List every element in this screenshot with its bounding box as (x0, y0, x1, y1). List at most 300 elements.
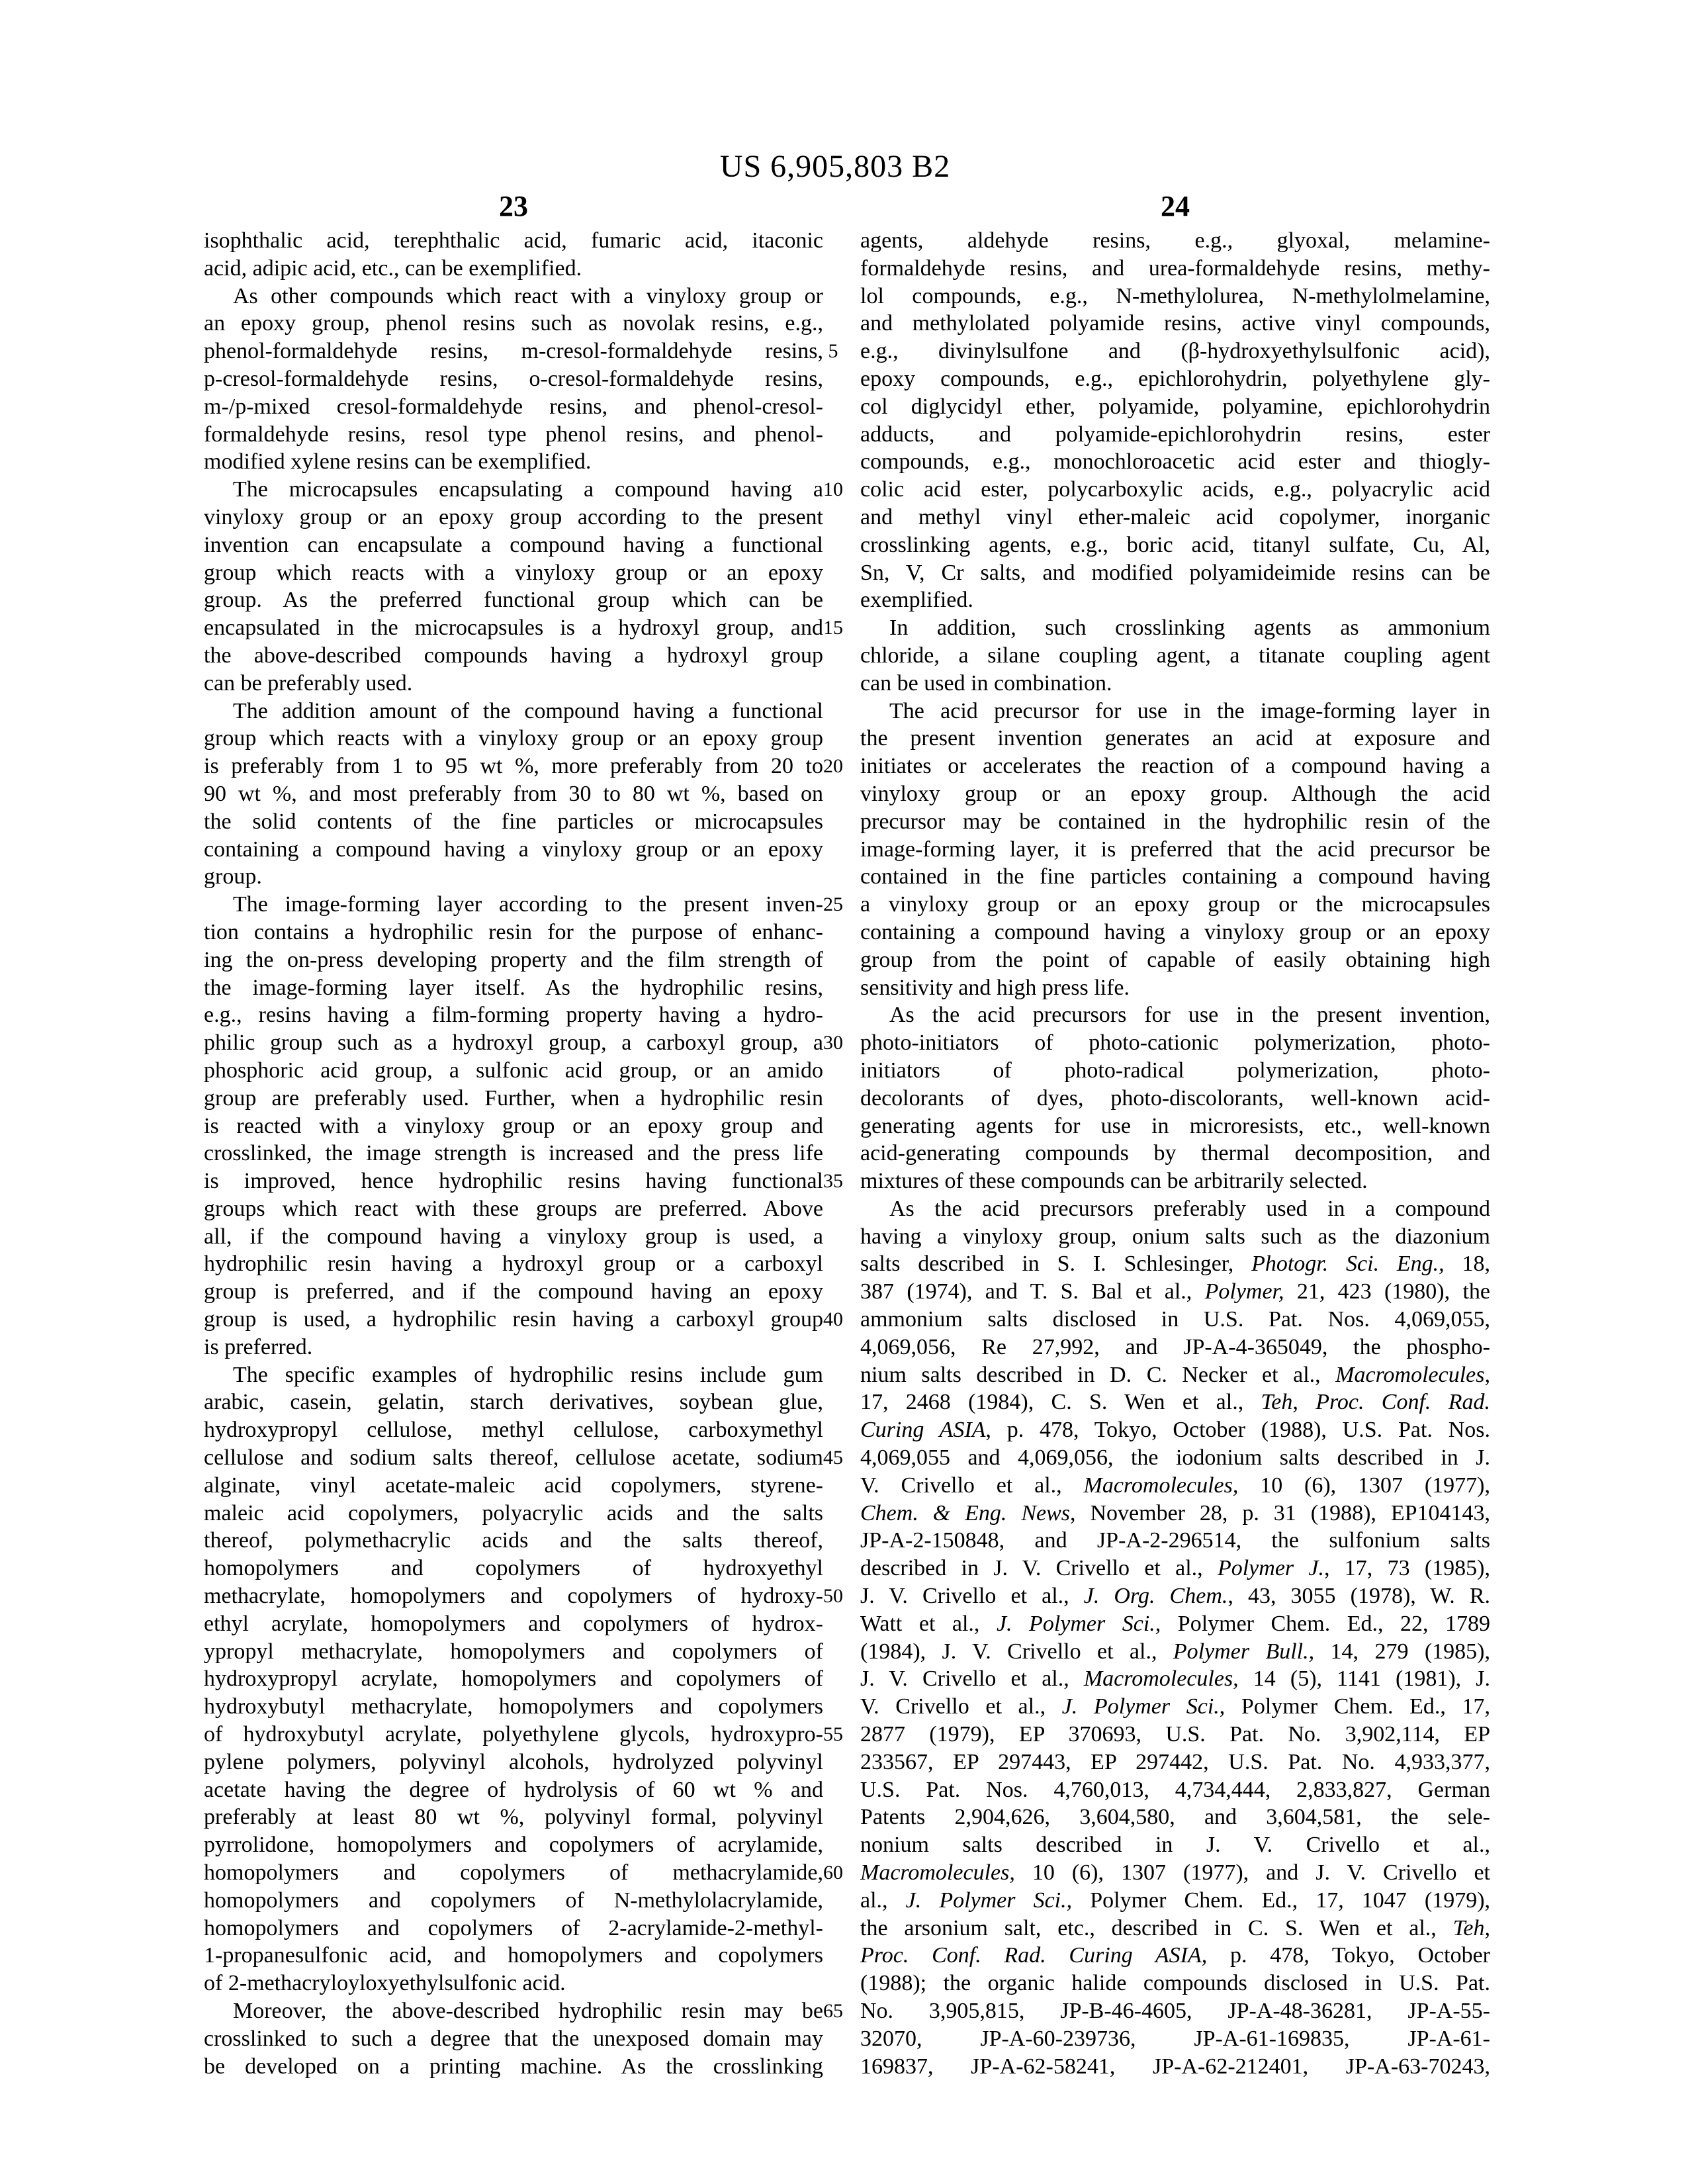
text-line (860, 1693, 1490, 1721)
text-segment: U.S. Pat. Nos. 4,760,013, 4,734,444, 2,833,827, German (860, 1777, 1490, 1802)
citation-italic: Polymer Bull., (1173, 1639, 1315, 1664)
text-line (204, 2053, 823, 2081)
text-line (204, 1721, 823, 1749)
text-segment: hydrophilic resin having a hydroxyl group or a carboxyl (204, 1251, 823, 1277)
text-line (204, 310, 823, 338)
text-segment: can be used in combination. (860, 670, 1112, 696)
text-line (204, 725, 823, 752)
text-line (204, 1500, 823, 1527)
text-segment: arabic, casein, gelatin, starch derivatives, soybean glue, (204, 1390, 823, 1415)
text-segment: epoxy compounds, e.g., epichlorohydrin, polyethylene gly- (860, 366, 1490, 391)
text-line (860, 338, 1490, 365)
text-segment: described in J. V. Crivello et al., (860, 1556, 1218, 1581)
text-segment: nonium salts described in J. V. Crivello et al., (860, 1833, 1490, 1858)
text-segment: 32070, JP-A-60-239736, JP-A-61-169835, JP-A-61- (860, 2026, 1490, 2051)
text-segment: acid, adipic acid, etc., can be exemplified. (204, 255, 582, 281)
text-line (860, 1001, 1490, 1029)
text-line (204, 504, 823, 531)
text-line (204, 1555, 823, 1582)
text-line (860, 1278, 1490, 1306)
text-segment: vinyloxy group or an epoxy group according to the present (204, 504, 823, 529)
text-segment: 1-propanesulfonic acid, and homopolymers and copolymers (204, 1943, 823, 1968)
text-line (860, 1582, 1490, 1610)
text-line (204, 1113, 823, 1140)
text-line (860, 974, 1490, 1002)
line-number: 20 (823, 755, 843, 778)
text-line (860, 1416, 1490, 1444)
text-segment: containing a compound having a vinyloxy group or an epoxy (860, 919, 1490, 944)
text-line (860, 1997, 1490, 2025)
text-segment: No. 3,905,815, JP-B-46-4605, JP-A-48-36281, JP-A-55- (860, 1999, 1490, 2023)
text-segment: 14 (5), 1141 (1981), J. (1238, 1666, 1490, 1692)
text-line (860, 227, 1490, 255)
text-line (860, 1555, 1490, 1582)
column-number-right: 24 (1161, 190, 1190, 222)
text-segment: phosphoric acid group, a sulfonic acid group, or an amido (204, 1058, 823, 1083)
text-segment: compounds, e.g., monochloroacetic acid ester and thiogly- (860, 449, 1490, 475)
text-line (204, 1582, 823, 1610)
text-segment: V. Crivello et al., (860, 1473, 1084, 1498)
text-segment: p-cresol-formaldehyde resins, o-cresol-formaldehyde resins, (204, 366, 823, 391)
text-line (860, 1942, 1490, 1970)
text-line (204, 1887, 823, 1915)
text-line (860, 863, 1490, 891)
text-line (204, 448, 823, 476)
text-segment: and methylolated polyamide resins, active vinyl compounds, (860, 311, 1490, 336)
text-segment: , p. 478, Tokyo, October (1988), U.S. Pat. Nos. (985, 1418, 1490, 1443)
text-line (860, 1223, 1490, 1251)
text-line (204, 476, 823, 504)
text-segment: crosslinking agents, e.g., boric acid, titanyl sulfate, Cu, Al, (860, 532, 1490, 557)
text-line (860, 559, 1490, 587)
text-segment: homopolymers and copolymers of hydroxyethyl (204, 1556, 823, 1581)
text-line (860, 919, 1490, 946)
text-line (204, 1278, 823, 1306)
citation-italic: Macromolecules, (860, 1860, 1015, 1886)
text-line (204, 863, 823, 891)
text-segment: contained in the fine particles containing a compound having (860, 864, 1490, 889)
text-line (204, 1334, 823, 1361)
citation-italic: Macromolecules, (1083, 1473, 1239, 1498)
text-segment: e.g., divinylsulfone and (β-hydroxyethylsulfonic acid), (860, 339, 1490, 364)
text-segment: ypropyl methacrylate, homopolymers and copolymers of (204, 1639, 823, 1664)
text-segment: of hydroxybutyl acrylate, polyethylene glycols, hydroxypro- (204, 1722, 823, 1747)
text-segment: crosslinked to such a degree that the unexposed domain may (204, 2026, 823, 2051)
text-line (860, 1749, 1490, 1776)
text-line (204, 891, 823, 919)
text-segment: agents, aldehyde resins, e.g., glyoxal, melamine- (860, 228, 1490, 253)
text-line (204, 338, 823, 365)
text-line (860, 780, 1490, 808)
text-line (860, 1970, 1490, 1997)
text-line (204, 836, 823, 864)
text-line (204, 1444, 823, 1472)
text-segment: the solid contents of the fine particles or microcapsules (204, 809, 823, 834)
line-number: 15 (823, 617, 843, 639)
text-segment: tion contains a hydrophilic resin for the purpose of enhanc- (204, 919, 823, 944)
text-segment: acetate having the degree of hydrolysis of 60 wt % and (204, 1777, 823, 1802)
text-line (204, 1831, 823, 1859)
text-line (860, 365, 1490, 393)
text-line (860, 2025, 1490, 2053)
text-segment: of 2-methacryloyloxyethylsulfonic acid. (204, 1971, 566, 1996)
text-line (860, 725, 1490, 752)
text-line (204, 1361, 823, 1389)
text-line (204, 1638, 823, 1666)
text-line (860, 1140, 1490, 1167)
text-segment: group which reacts with a vinyloxy group or an epoxy group (204, 726, 823, 751)
line-number: 55 (823, 1723, 843, 1746)
text-line (204, 1057, 823, 1085)
text-line (860, 698, 1490, 725)
citation-italic: Macromolecules, (1335, 1362, 1490, 1387)
text-line (204, 2025, 823, 2053)
line-number: 60 (823, 1862, 843, 1884)
text-segment: is reacted with a vinyloxy group or an epoxy group and (204, 1113, 823, 1138)
text-line (204, 1997, 823, 2025)
text-segment: acid-generating compounds by thermal decomposition, and (860, 1141, 1490, 1166)
text-line (204, 1803, 823, 1831)
text-line (204, 393, 823, 421)
text-line (204, 1665, 823, 1693)
line-number: 25 (823, 893, 843, 916)
text-line (204, 227, 823, 255)
text-segment: lol compounds, e.g., N-methylolurea, N-methylolmelamine, (860, 283, 1490, 308)
text-segment: homopolymers and copolymers of 2-acrylamide-2-methyl- (204, 1915, 823, 1940)
text-line (860, 448, 1490, 476)
text-segment: and methyl vinyl ether-maleic acid copolymer, inorganic (860, 504, 1490, 529)
line-number: 35 (823, 1170, 843, 1193)
citation-italic: J. Org. Chem. (1083, 1584, 1228, 1609)
text-segment: the image-forming layer itself. As the hydrophilic resins, (204, 975, 823, 1000)
line-number: 40 (823, 1308, 843, 1331)
text-segment: photo-initiators of photo-cationic polymerization, photo- (860, 1030, 1490, 1056)
text-line (860, 393, 1490, 421)
text-segment: 18, (1444, 1251, 1490, 1277)
text-segment: The image-forming layer according to the present inven- (233, 892, 823, 917)
citation-italic: Chem. & Eng. News (860, 1500, 1071, 1525)
text-segment: J. V. Crivello et al., (860, 1666, 1084, 1692)
text-segment: , Polymer Chem. Ed., 17, (1219, 1694, 1490, 1719)
text-segment: 10 (6), 1307 (1977), (1238, 1473, 1490, 1498)
text-line (204, 559, 823, 587)
text-segment: decolorants of dyes, photo-discolorants, well-known acid- (860, 1085, 1490, 1111)
citation-italic: J. Polymer Sci. (1061, 1694, 1220, 1719)
text-line (204, 946, 823, 974)
text-line (860, 504, 1490, 531)
text-line (860, 1831, 1490, 1859)
text-segment: J. V. Crivello et al., (860, 1584, 1084, 1609)
citation-italic: Macromolecules, (1083, 1666, 1239, 1692)
text-segment: alginate, vinyl acetate-maleic acid copolymers, styrene- (204, 1473, 823, 1498)
text-line (860, 476, 1490, 504)
citation-italic: Teh, Proc. Conf. Rad. (1261, 1390, 1490, 1415)
text-segment: 169837, JP-A-62-58241, JP-A-62-212401, JP-A-63-70243, (860, 2054, 1490, 2079)
text-line (860, 1500, 1490, 1527)
text-line (860, 836, 1490, 864)
text-segment: thereof, polymethacrylic acids and the salts thereof, (204, 1528, 823, 1553)
text-segment: preferably at least 80 wt %, polyvinyl formal, polyvinyl (204, 1805, 823, 1830)
text-segment: generating agents for use in microresists, etc., well-known (860, 1113, 1490, 1138)
text-segment: (1984), J. V. Crivello et al., (860, 1639, 1173, 1664)
text-line (860, 2053, 1490, 2081)
text-segment: exemplified. (860, 588, 973, 613)
text-segment: The acid precursor for use in the image-forming layer in (889, 698, 1490, 723)
text-line (860, 1388, 1490, 1416)
text-segment: hydroxypropyl cellulose, methyl cellulose, carboxymethyl (204, 1418, 823, 1443)
line-number: 50 (823, 1585, 843, 1608)
text-segment: the arsonium salt, etc., described in C. S. Wen et al., (860, 1915, 1453, 1940)
text-segment: group from the point of capable of easily obtaining high (860, 947, 1490, 972)
text-line (204, 1942, 823, 1970)
text-line (204, 1085, 823, 1113)
line-number: 5 (828, 340, 838, 363)
text-line (860, 1057, 1490, 1085)
text-segment: group is preferred, and if the compound having an epoxy (204, 1279, 823, 1304)
text-segment: ammonium salts disclosed in U.S. Pat. Nos. 4,069,055, (860, 1307, 1490, 1332)
text-line (204, 642, 823, 670)
text-line (204, 1693, 823, 1721)
citation-italic: Curing ASIA (860, 1418, 986, 1443)
text-line (204, 421, 823, 449)
text-segment: mixtures of these compounds can be arbitrarily selected. (860, 1169, 1368, 1194)
text-segment: pyrrolidone, homopolymers and copolymers of acrylamide, (204, 1833, 823, 1858)
text-line (204, 1472, 823, 1500)
text-line (204, 283, 823, 310)
text-line (204, 670, 823, 698)
text-line (204, 1915, 823, 1942)
text-line (860, 1665, 1490, 1693)
text-line (204, 919, 823, 946)
text-segment: vinyloxy group or an epoxy group. Although the acid (860, 781, 1490, 806)
text-line (860, 1859, 1490, 1887)
citation-italic: Polymer J. (1217, 1556, 1325, 1581)
text-line (204, 1610, 823, 1638)
text-line (860, 1915, 1490, 1942)
text-segment: crosslinked, the image strength is increased and the press life (204, 1141, 823, 1166)
text-segment: adducts, and polyamide-epichlorohydrin resins, ester (860, 422, 1490, 447)
text-segment: modified xylene resins can be exemplified. (204, 449, 592, 475)
text-segment: group are preferably used. Further, when a hydrophilic resin (204, 1085, 823, 1111)
text-line (860, 642, 1490, 670)
text-segment: The microcapsules encapsulating a compound having a (233, 477, 823, 502)
text-line (204, 1029, 823, 1057)
text-segment: Sn, V, Cr salts, and modified polyamideimide resins can be (860, 560, 1490, 585)
text-line (204, 1388, 823, 1416)
text-segment: The addition amount of the compound having a functional (233, 698, 823, 723)
text-segment: 4,069,055 and 4,069,056, the iodonium salts described in J. (860, 1445, 1490, 1471)
text-segment: invention can encapsulate a compound having a functional (204, 532, 823, 557)
text-segment: containing a compound having a vinyloxy group or an epoxy (204, 837, 823, 862)
line-number-gutter (805, 227, 862, 2081)
text-line (860, 808, 1490, 836)
line-number: 30 (823, 1032, 843, 1054)
text-line (860, 1306, 1490, 1334)
text-segment: phenol-formaldehyde resins, m-cresol-formaldehyde resins, (204, 339, 823, 364)
text-line (204, 531, 823, 559)
citation-italic: Proc. Conf. Rad. Curing ASIA, (860, 1943, 1208, 1968)
text-segment: hydroxypropyl acrylate, homopolymers and copolymers of (204, 1666, 823, 1692)
text-line (860, 1803, 1490, 1831)
text-line (860, 1113, 1490, 1140)
text-segment: Patents 2,904,626, 3,604,580, and 3,604,581, the sele- (860, 1805, 1490, 1830)
text-line (860, 421, 1490, 449)
text-segment: homopolymers and copolymers of N-methylolacrylamide, (204, 1888, 823, 1913)
text-segment: having a vinyloxy group, onium salts such as the diazonium (860, 1224, 1490, 1249)
text-line (204, 1140, 823, 1167)
text-line (860, 1361, 1490, 1389)
text-line (860, 670, 1490, 698)
citation-italic: J. Polymer Sci., (905, 1888, 1073, 1913)
text-line (204, 255, 823, 283)
text-line (204, 1223, 823, 1251)
text-segment: group is used, a hydrophilic resin having a carboxyl group (204, 1307, 823, 1332)
text-segment: Watt et al., (860, 1611, 997, 1636)
text-segment: group. As the preferred functional group which can be (204, 588, 823, 613)
text-line (860, 1527, 1490, 1555)
text-segment: group which reacts with a vinyloxy group or an epoxy (204, 560, 823, 585)
text-line (860, 1721, 1490, 1749)
text-segment: (1988); the organic halide compounds disclosed in U.S. Pat. (860, 1971, 1490, 1996)
text-line (204, 1416, 823, 1444)
text-segment: V. Crivello et al., (860, 1694, 1062, 1719)
text-segment: salts described in S. I. Schlesinger, (860, 1251, 1252, 1277)
text-segment: all, if the compound having a vinyloxy group is used, a (204, 1224, 823, 1249)
text-segment: pylene polymers, polyvinyl alcohols, hydrolyzed polyvinyl (204, 1749, 823, 1774)
text-line (204, 1749, 823, 1776)
text-segment: methacrylate, homopolymers and copolymers of hydroxy- (204, 1584, 823, 1609)
text-segment: 21, 423 (1980), the (1284, 1279, 1490, 1304)
text-segment: cellulose and sodium salts thereof, cellulose acetate, sodium (204, 1445, 823, 1471)
text-line (860, 283, 1490, 310)
text-line (204, 1167, 823, 1195)
text-segment: 387 (1974), and T. S. Bal et al., (860, 1279, 1205, 1304)
text-segment: is improved, hence hydrophilic resins having functional (204, 1169, 823, 1194)
text-line (860, 1887, 1490, 1915)
text-segment: 17, 2468 (1984), C. S. Wen et al., (860, 1390, 1261, 1415)
text-line (204, 614, 823, 642)
text-segment: colic acid ester, polycarboxylic acids, e.g., polyacrylic acid (860, 477, 1490, 502)
text-segment: philic group such as a hydroxyl group, a carboxyl group, a (204, 1030, 823, 1056)
text-line (860, 255, 1490, 283)
text-segment: groups which react with these groups are preferred. Above (204, 1196, 823, 1221)
text-segment: group. (204, 864, 262, 889)
citation-italic: J. Polymer Sci., (996, 1611, 1161, 1636)
text-line (204, 365, 823, 393)
text-segment: ethyl acrylate, homopolymers and copolymers of hydrox- (204, 1611, 823, 1636)
text-line (860, 1776, 1490, 1804)
text-segment: maleic acid copolymers, polyacrylic acids and the salts (204, 1500, 823, 1525)
text-segment: be developed on a printing machine. As the crosslinking (204, 2054, 823, 2079)
line-number: 45 (823, 1447, 843, 1469)
text-segment: , 17, 73 (1985), (1324, 1556, 1490, 1581)
text-line (860, 1250, 1490, 1278)
citation-italic: Photogr. Sci. Eng., (1251, 1251, 1445, 1277)
line-number: 10 (823, 478, 843, 501)
text-line (204, 1306, 823, 1334)
text-segment: 233567, EP 297443, EP 297442, U.S. Pat. No. 4,933,377, (860, 1749, 1490, 1774)
text-line (204, 1195, 823, 1223)
text-line (860, 1444, 1490, 1472)
text-line (204, 586, 823, 614)
citation-italic: Polymer, (1204, 1279, 1284, 1304)
text-segment: , November 28, p. 31 (1988), EP104143, (1070, 1500, 1490, 1525)
text-segment: nium salts described in D. C. Necker et al., (860, 1362, 1336, 1387)
left-column-text (204, 227, 823, 2080)
text-segment: In addition, such crosslinking agents as ammonium (889, 615, 1490, 641)
text-segment: precursor may be contained in the hydrophilic resin of the (860, 809, 1490, 834)
column-number-left: 23 (499, 190, 528, 222)
text-segment: 14, 279 (1985), (1314, 1639, 1490, 1664)
text-line (860, 891, 1490, 919)
text-segment: image-forming layer, it is preferred that the acid precursor be (860, 837, 1490, 862)
text-line (860, 1638, 1490, 1666)
text-segment: the above-described compounds having a hydroxyl group (204, 643, 823, 668)
text-line (860, 1029, 1490, 1057)
text-line (860, 1085, 1490, 1113)
text-segment: is preferred. (204, 1334, 313, 1359)
text-segment: 90 wt %, and most preferably from 30 to 80 wt %, based on (204, 781, 823, 806)
text-line (860, 1167, 1490, 1195)
text-segment: initiates or accelerates the reaction of a compound having a (860, 754, 1490, 779)
text-segment: 2877 (1979), EP 370693, U.S. Pat. No. 3,902,114, EP (860, 1722, 1490, 1747)
text-line (204, 1859, 823, 1887)
text-line (860, 1610, 1490, 1638)
text-segment: ing the on-press developing property and the film strength of (204, 947, 823, 972)
text-segment: e.g., resins having a film-forming property having a hydro- (204, 1003, 823, 1028)
text-line (860, 614, 1490, 642)
text-line (860, 1334, 1490, 1361)
text-line (204, 1527, 823, 1555)
text-line (204, 1970, 823, 1997)
text-line (204, 974, 823, 1002)
text-segment: formaldehyde resins, resol type phenol resins, and phenol- (204, 422, 823, 447)
patent-number-header: US 6,905,803 B2 (719, 149, 951, 184)
text-line (860, 946, 1490, 974)
text-segment: initiators of photo-radical polymerization, photo- (860, 1058, 1490, 1083)
text-segment: al., (860, 1888, 906, 1913)
text-line (204, 698, 823, 725)
text-segment: 4,069,056, Re 27,992, and JP-A-4-365049, the phospho- (860, 1334, 1490, 1359)
text-segment: The specific examples of hydrophilic resins include gum (233, 1362, 823, 1387)
text-segment: m-/p-mixed cresol-formaldehyde resins, and phenol-cresol- (204, 394, 823, 419)
text-line (204, 1776, 823, 1804)
text-segment: is preferably from 1 to 95 wt %, more preferably from 20 to (204, 754, 823, 779)
text-segment: p. 478, Tokyo, October (1207, 1943, 1490, 1968)
text-line (204, 1001, 823, 1029)
text-line (860, 586, 1490, 614)
text-line (860, 752, 1490, 780)
text-segment: the present invention generates an acid at exposure and (860, 726, 1490, 751)
citation-italic: Teh, (1452, 1915, 1490, 1940)
text-segment: sensitivity and high press life. (860, 975, 1130, 1000)
right-column-text (860, 227, 1490, 2080)
text-segment: isophthalic acid, terephthalic acid, fumaric acid, itaconic (204, 228, 823, 253)
text-segment: encapsulated in the microcapsules is a hydroxyl group, and (204, 615, 823, 641)
text-segment: hydroxybutyl methacrylate, homopolymers and copolymers (204, 1694, 823, 1719)
text-segment: an epoxy group, phenol resins such as novolak resins, e.g., (204, 311, 823, 336)
text-segment: , 43, 3055 (1978), W. R. (1227, 1584, 1490, 1609)
text-line (204, 752, 823, 780)
line-number: 65 (823, 2000, 843, 2023)
text-segment: As the acid precursors for use in the present invention, (889, 1003, 1490, 1028)
text-segment: As the acid precursors preferably used in a compound (889, 1196, 1490, 1221)
text-segment: homopolymers and copolymers of methacrylamide, (204, 1860, 823, 1886)
text-segment: As other compounds which react with a vinyloxy group or (233, 283, 823, 308)
text-line (860, 310, 1490, 338)
text-segment: can be preferably used. (204, 670, 413, 696)
text-segment: col diglycidyl ether, polyamide, polyamine, epichlorohydrin (860, 394, 1490, 419)
